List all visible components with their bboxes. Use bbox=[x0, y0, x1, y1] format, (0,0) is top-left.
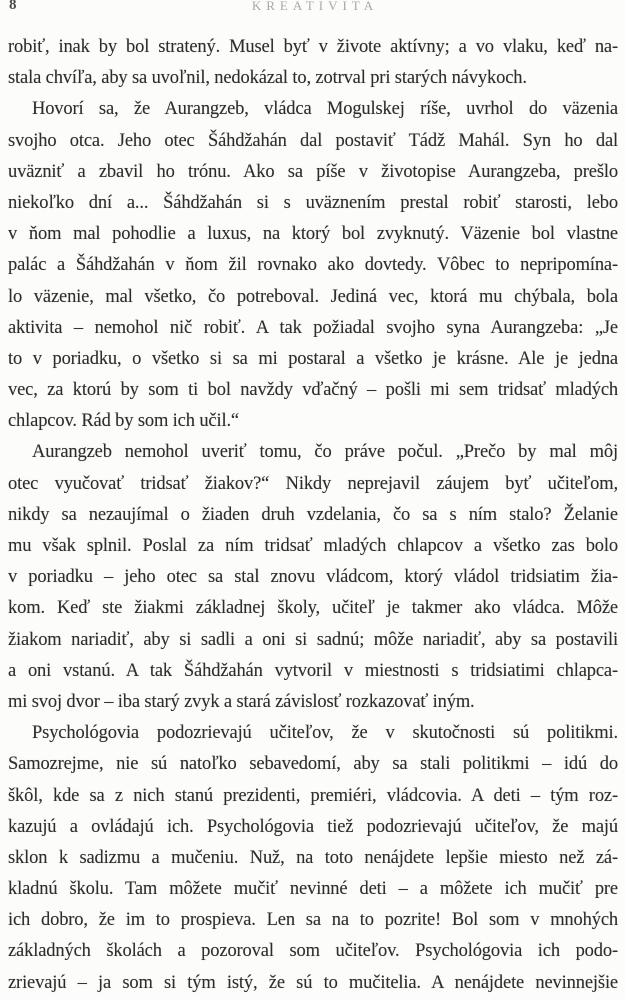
text-line: mu však splnil. Poslal za ním tridsať mladých chlapcov a všetko zas bolo bbox=[8, 536, 618, 556]
running-title: KREATIVITA bbox=[251, 0, 379, 13]
text-line: kladnú školu. Tam môžete mučiť nevinné deti – a môžete ich mučiť pre bbox=[8, 879, 618, 900]
page-number: 8 bbox=[9, 0, 17, 13]
page-header bbox=[0, 0, 625, 17]
text-line: to v poriadku, o všetko si sa mi postaral a všetko je krásne. Ale je jedna bbox=[8, 348, 618, 369]
text-line: palác a Šáhdžahán v ňom žil rovnako ako dovtedy. Vôbec to nepripomína- bbox=[8, 255, 618, 276]
text-line: ich dobro, že im to prospieva. Len sa na to pozrite! Bol som v mnohých bbox=[8, 910, 618, 931]
text-line: Hovorí sa, že Aurangzeb, vládca Mogulskej ríše, uvrhol do väzenia bbox=[32, 99, 618, 120]
text-line: robiť, inak by bol stratený. Musel byť v živote aktívny; a vo vlaku, keď na- bbox=[8, 37, 618, 57]
text-line: v poriadku – jeho otec sa stal znovu vládcom, ktorý vládol tridsiatim žia- bbox=[8, 567, 618, 588]
text-line: zrievajú – ja som si tým istý, že sú to mučitelia. A nenájdete nevinnejšie bbox=[8, 972, 618, 993]
text-line: sklon k sadizmu a mučeniu. Nuž, na toto nenájdete lepšie miesto než zá- bbox=[8, 847, 618, 868]
text-line: vec, za ktorú by som ti bol navždy vďačný – pošli mi sem tridsať mladých bbox=[8, 380, 618, 401]
page-body bbox=[8, 32, 618, 999]
text-line: chlapcov. Rád by som ich učil.“ bbox=[8, 411, 239, 432]
text-line: Samozrejme, nie sú natoľko sebavedomí, aby sa stali politikmi – idú do bbox=[8, 754, 618, 775]
text-line: nikdy sa nezaujímal o žiaden druh vzdelania, čo sa s ním stalo? Želanie bbox=[8, 504, 618, 525]
text-line: niekoľko dní a... Šáhdžahán si s uväznením prestal robiť starosti, lebo bbox=[8, 192, 618, 213]
text-line: základných školách a pozoroval som učiteľov. Psychológovia ich podo- bbox=[8, 941, 618, 962]
text-line: v ňom mal pohodlie a luxus, na ktorý bol zvyknutý. Väzenie bol vlastne bbox=[8, 224, 618, 245]
text-line: uväzniť a zbavil ho trónu. Ako sa píše v životopise Aurangzeba, prešlo bbox=[8, 161, 618, 182]
text-line: škôl, kde sa z nich stanú prezidenti, premiéri, vládcovia. A deti – tým roz- bbox=[8, 785, 618, 806]
text-line: svojho otca. Jeho otec Šáhdžahán dal postaviť Tádž Mahál. Syn ho dal bbox=[8, 130, 618, 151]
text-line: Aurangzeb nemohol uveriť tomu, čo práve počul. „Prečo by mal môj bbox=[32, 442, 618, 463]
text-line: a oni vstanú. A tak Šáhdžahán vytvoril v miestnosti s tridsiatimi chlapca- bbox=[8, 660, 618, 681]
text-line: stala chvíľa, aby sa uvoľnil, nedokázal to, zotrval pri starých návykoch. bbox=[8, 68, 527, 89]
text-line: Psychológovia podozrievajú učiteľov, že v skutočnosti sú politikmi. bbox=[32, 723, 618, 744]
text-line: mi svoj dvor – iba starý zvyk a stará závislosť rozkazovať iným. bbox=[8, 691, 475, 712]
text-line: otec vyučovať tridsať žiakov?“ Nikdy neprejavil záujem byť učiteľom, bbox=[8, 473, 618, 494]
text-line: kom. Keď ste žiakmi základnej školy, učiteľ je takmer ako vládca. Môže bbox=[8, 598, 618, 619]
text-line: žiakom nariadiť, aby si sadli a oni si sadnú; môže nariadiť, aby sa postavili bbox=[8, 629, 618, 650]
text-line: kazujú a ovládajú ich. Psychológovia tiež podozrievajú učiteľov, že majú bbox=[8, 816, 618, 837]
text-line: lo väzenie, mal všetko, čo potreboval. Jediná vec, ktorá mu chýbala, bola bbox=[8, 286, 618, 307]
text-line: aktivita – nemohol nič robiť. A tak požiadal svojho syna Aurangzeba: „Je bbox=[8, 317, 618, 338]
